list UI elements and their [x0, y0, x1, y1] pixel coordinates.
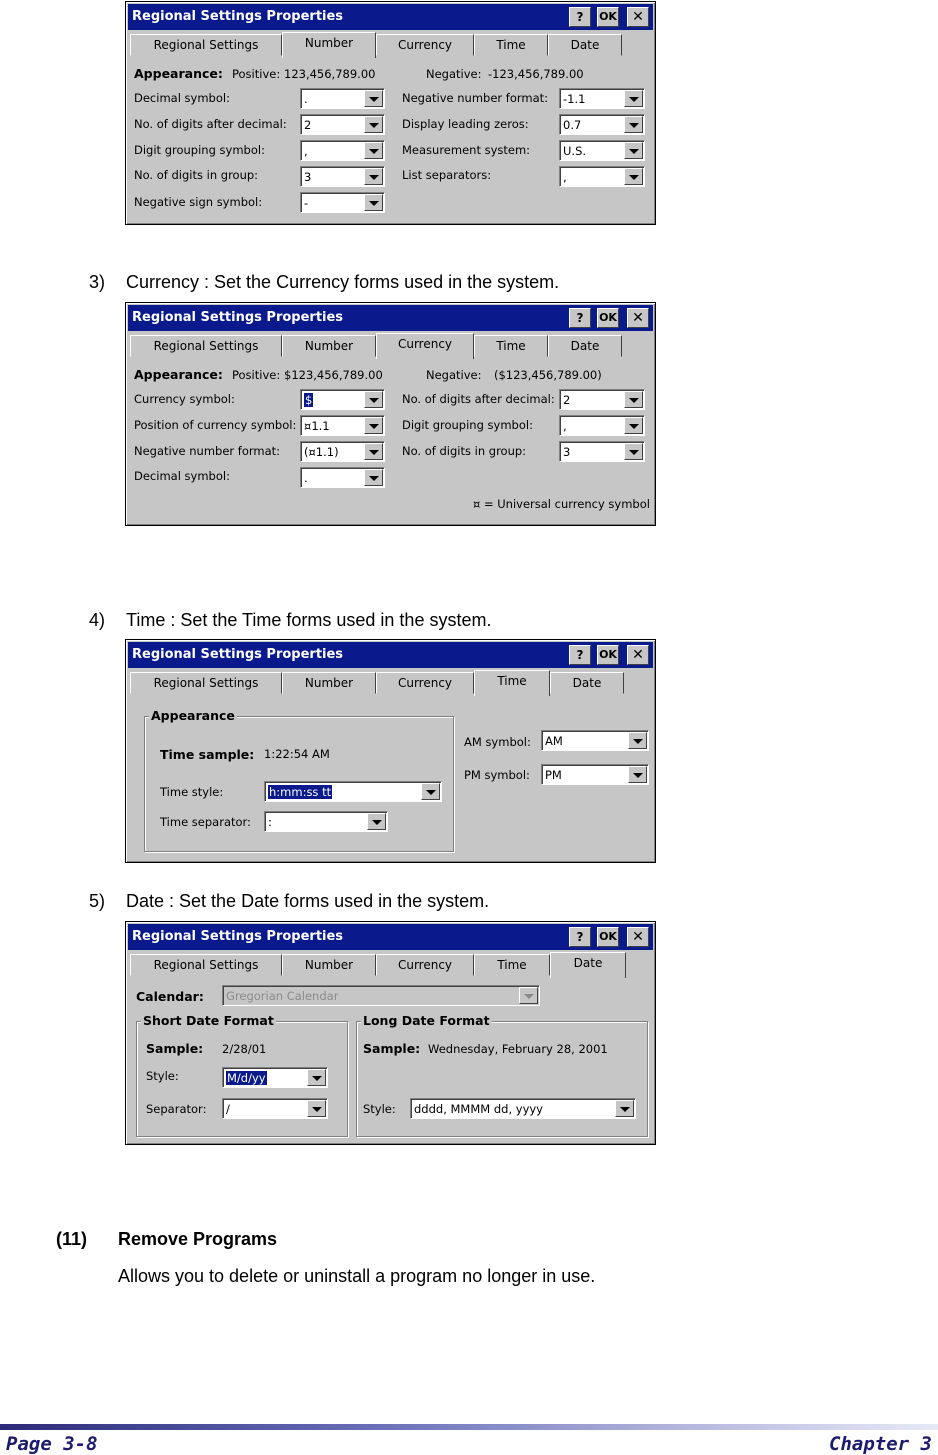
time-sample-label: Time sample:	[160, 747, 255, 762]
tab-number[interactable]: Number	[282, 32, 376, 58]
chevron-down-icon[interactable]	[628, 732, 647, 749]
digits-after-decimal-label: No. of digits after decimal:	[402, 392, 555, 406]
chevron-down-icon[interactable]	[624, 443, 643, 460]
tab-number[interactable]: Number	[282, 335, 376, 357]
close-button[interactable]: ✕	[627, 7, 649, 27]
calendar-label: Calendar:	[136, 989, 204, 1004]
digits-in-group-label: No. of digits in group:	[402, 444, 527, 458]
pm-symbol-label: PM symbol:	[464, 768, 530, 782]
digit-grouping-label: Digit grouping symbol:	[402, 418, 533, 432]
chevron-down-icon[interactable]	[421, 783, 440, 800]
tab-currency[interactable]: Currency	[376, 954, 474, 976]
section-heading: (11) Remove Programs	[56, 1229, 278, 1249]
caption-currency: 3) Currency : Set the Currency forms used in the system.	[89, 272, 560, 292]
long-style-label: Style:	[363, 1102, 396, 1116]
list-separators-select[interactable]: ,	[559, 166, 645, 187]
decimal-symbol-select[interactable]: .	[300, 467, 385, 488]
tab-number[interactable]: Number	[282, 672, 376, 694]
negative-sign-select[interactable]: -	[300, 192, 385, 213]
positive-value: 123,456,789.00	[284, 67, 376, 81]
tab-strip	[130, 952, 653, 978]
tab-regional-settings[interactable]: Regional Settings	[130, 954, 282, 976]
ok-button[interactable]: OK	[597, 308, 619, 328]
measurement-system-select[interactable]: U.S.	[559, 140, 645, 161]
negative-number-format-select[interactable]: (¤1.1)	[300, 441, 385, 462]
negative-number-format-label: Negative number format:	[402, 91, 549, 105]
tab-date[interactable]: Date	[548, 335, 622, 357]
ok-button[interactable]: OK	[597, 645, 619, 665]
time-sample-value: 1:22:54 AM	[264, 747, 330, 761]
chevron-down-icon[interactable]	[307, 1100, 326, 1117]
title-bar	[128, 642, 653, 668]
digit-grouping-select[interactable]: ,	[300, 140, 385, 161]
time-separator-select[interactable]: :	[264, 811, 388, 832]
short-style-select[interactable]: M/d/yy	[222, 1067, 328, 1088]
short-separator-label: Separator:	[146, 1102, 207, 1116]
time-style-select[interactable]: h:mm:ss tt	[264, 781, 442, 802]
negative-value: -123,456,789.00	[488, 67, 584, 81]
title-bar	[128, 924, 653, 950]
tab-date[interactable]: Date	[548, 34, 622, 56]
tab-date[interactable]: Date	[550, 952, 626, 978]
calendar-select: Gregorian Calendar	[222, 985, 540, 1006]
appearance-label: Appearance:	[134, 66, 223, 81]
leading-zeros-label: Display leading zeros:	[402, 117, 529, 131]
digits-after-decimal-select[interactable]: 2	[300, 114, 385, 135]
chapter-label: Chapter 3	[829, 1433, 932, 1455]
long-date-group	[356, 1013, 648, 1137]
chevron-down-icon[interactable]	[364, 168, 383, 185]
tab-time[interactable]: Time	[474, 335, 548, 357]
ok-button[interactable]: OK	[597, 927, 619, 947]
negative-sign-label: Negative sign symbol:	[134, 195, 263, 209]
negative-number-format-select[interactable]: -1.1	[559, 88, 645, 109]
help-button[interactable]: ?	[569, 7, 591, 27]
chevron-down-icon[interactable]	[624, 391, 643, 408]
section-description: Allows you to delete or uninstall a program no longer in use.	[118, 1266, 596, 1286]
chevron-down-icon[interactable]	[364, 469, 383, 486]
tab-time[interactable]: Time	[474, 670, 550, 696]
dialog-currency	[125, 302, 656, 526]
digit-grouping-select[interactable]: ,	[559, 415, 645, 436]
long-sample-label: Sample:	[363, 1041, 421, 1056]
appearance-label: Appearance:	[134, 367, 223, 382]
long-sample-value: Wednesday, February 28, 2001	[428, 1042, 608, 1056]
chevron-down-icon[interactable]	[364, 90, 383, 107]
chevron-down-icon[interactable]	[364, 443, 383, 460]
digits-after-decimal-label: No. of digits after decimal:	[134, 117, 287, 131]
chevron-down-icon[interactable]	[624, 168, 643, 185]
positive-label: Positive:	[232, 67, 281, 81]
chevron-down-icon[interactable]	[367, 813, 386, 830]
title-bar	[128, 305, 653, 331]
close-button[interactable]: ✕	[627, 927, 649, 947]
help-button[interactable]: ?	[569, 645, 591, 665]
digits-in-group-label: No. of digits in group:	[134, 168, 259, 182]
help-button[interactable]: ?	[569, 308, 591, 328]
currency-symbol-input[interactable]: $	[300, 389, 385, 410]
decimal-symbol-label: Decimal symbol:	[134, 469, 230, 483]
caption-time: 4) Time : Set the Time forms used in the system.	[89, 610, 492, 630]
digit-grouping-label: Digit grouping symbol:	[134, 143, 265, 157]
chevron-down-icon[interactable]	[364, 116, 383, 133]
list-separators-label: List separators:	[402, 168, 492, 182]
long-style-select[interactable]: dddd, MMMM dd, yyyy	[410, 1098, 636, 1119]
dialog-date	[125, 921, 656, 1145]
chevron-down-icon[interactable]	[364, 391, 383, 408]
digits-in-group-select[interactable]: 3	[559, 441, 645, 462]
dialog-title: Regional Settings Properties	[132, 9, 344, 24]
tab-regional-settings[interactable]: Regional Settings	[130, 335, 282, 357]
negative-label: Negative:	[426, 368, 482, 382]
time-separator-label: Time separator:	[160, 815, 251, 829]
decimal-symbol-select[interactable]: .	[300, 88, 385, 109]
help-button[interactable]: ?	[569, 927, 591, 947]
currency-position-label: Position of currency symbol:	[134, 418, 297, 432]
dialog-time	[125, 639, 656, 863]
tab-currency[interactable]: Currency	[376, 333, 474, 359]
chevron-down-icon[interactable]	[364, 194, 383, 211]
dialog-title: Regional Settings Properties	[132, 310, 344, 325]
chevron-down-icon[interactable]	[624, 116, 643, 133]
title-bar	[128, 4, 653, 30]
chevron-down-icon[interactable]	[624, 90, 643, 107]
dialog-title: Regional Settings Properties	[132, 647, 344, 662]
negative-label: Negative:	[426, 67, 482, 81]
leading-zeros-select[interactable]: 0.7	[559, 114, 645, 135]
tab-strip	[130, 333, 653, 359]
footer-rule	[0, 1424, 938, 1430]
short-date-group-title: Short Date Format	[143, 1013, 274, 1028]
currency-symbol-note: ¤ = Universal currency symbol	[473, 497, 650, 511]
appearance-group-title: Appearance	[151, 708, 235, 723]
digits-after-decimal-select[interactable]: 2	[559, 389, 645, 410]
tab-currency[interactable]: Currency	[376, 672, 474, 694]
chevron-down-icon[interactable]	[364, 142, 383, 159]
tab-strip	[130, 32, 653, 58]
chevron-down-icon[interactable]	[628, 766, 647, 783]
short-separator-select[interactable]: /	[222, 1098, 328, 1119]
page-number: Page 3-8	[6, 1433, 98, 1455]
tab-regional-settings[interactable]: Regional Settings	[130, 672, 282, 694]
negative-number-format-label: Negative number format:	[134, 444, 281, 458]
chevron-down-icon[interactable]	[624, 417, 643, 434]
positive-value: $123,456,789.00	[284, 368, 383, 382]
chevron-down-icon[interactable]	[364, 417, 383, 434]
close-button[interactable]: ✕	[627, 645, 649, 665]
currency-symbol-label: Currency symbol:	[134, 392, 235, 406]
dialog-number	[125, 1, 656, 225]
short-style-label: Style:	[146, 1069, 179, 1083]
tab-strip	[130, 670, 653, 696]
am-symbol-label: AM symbol:	[464, 735, 531, 749]
caption-date: 5) Date : Set the Date forms used in the system.	[89, 891, 490, 911]
positive-label: Positive:	[232, 368, 281, 382]
digits-in-group-select[interactable]: 3	[300, 166, 385, 187]
tab-currency[interactable]: Currency	[376, 34, 474, 56]
chevron-down-icon[interactable]	[615, 1100, 634, 1117]
decimal-symbol-label: Decimal symbol:	[134, 91, 230, 105]
am-symbol-select[interactable]: AM	[541, 730, 649, 751]
tab-time[interactable]: Time	[474, 34, 548, 56]
short-sample-value: 2/28/01	[222, 1042, 267, 1056]
dialog-title: Regional Settings Properties	[132, 929, 344, 944]
measurement-system-label: Measurement system:	[402, 143, 531, 157]
currency-position-select[interactable]: ¤1.1	[300, 415, 385, 436]
tab-number[interactable]: Number	[282, 954, 376, 976]
pm-symbol-select[interactable]: PM	[541, 764, 649, 785]
close-button[interactable]: ✕	[627, 308, 649, 328]
chevron-down-icon[interactable]	[624, 142, 643, 159]
tab-regional-settings[interactable]: Regional Settings	[130, 34, 282, 56]
negative-value: ($123,456,789.00)	[494, 368, 602, 382]
short-sample-label: Sample:	[146, 1041, 204, 1056]
time-style-label: Time style:	[160, 785, 224, 799]
tab-time[interactable]: Time	[474, 954, 550, 976]
tab-date[interactable]: Date	[550, 672, 624, 694]
long-date-group-title: Long Date Format	[363, 1013, 490, 1028]
chevron-down-icon[interactable]	[307, 1069, 326, 1086]
chevron-down-icon	[519, 987, 538, 1004]
ok-button[interactable]: OK	[597, 7, 619, 27]
